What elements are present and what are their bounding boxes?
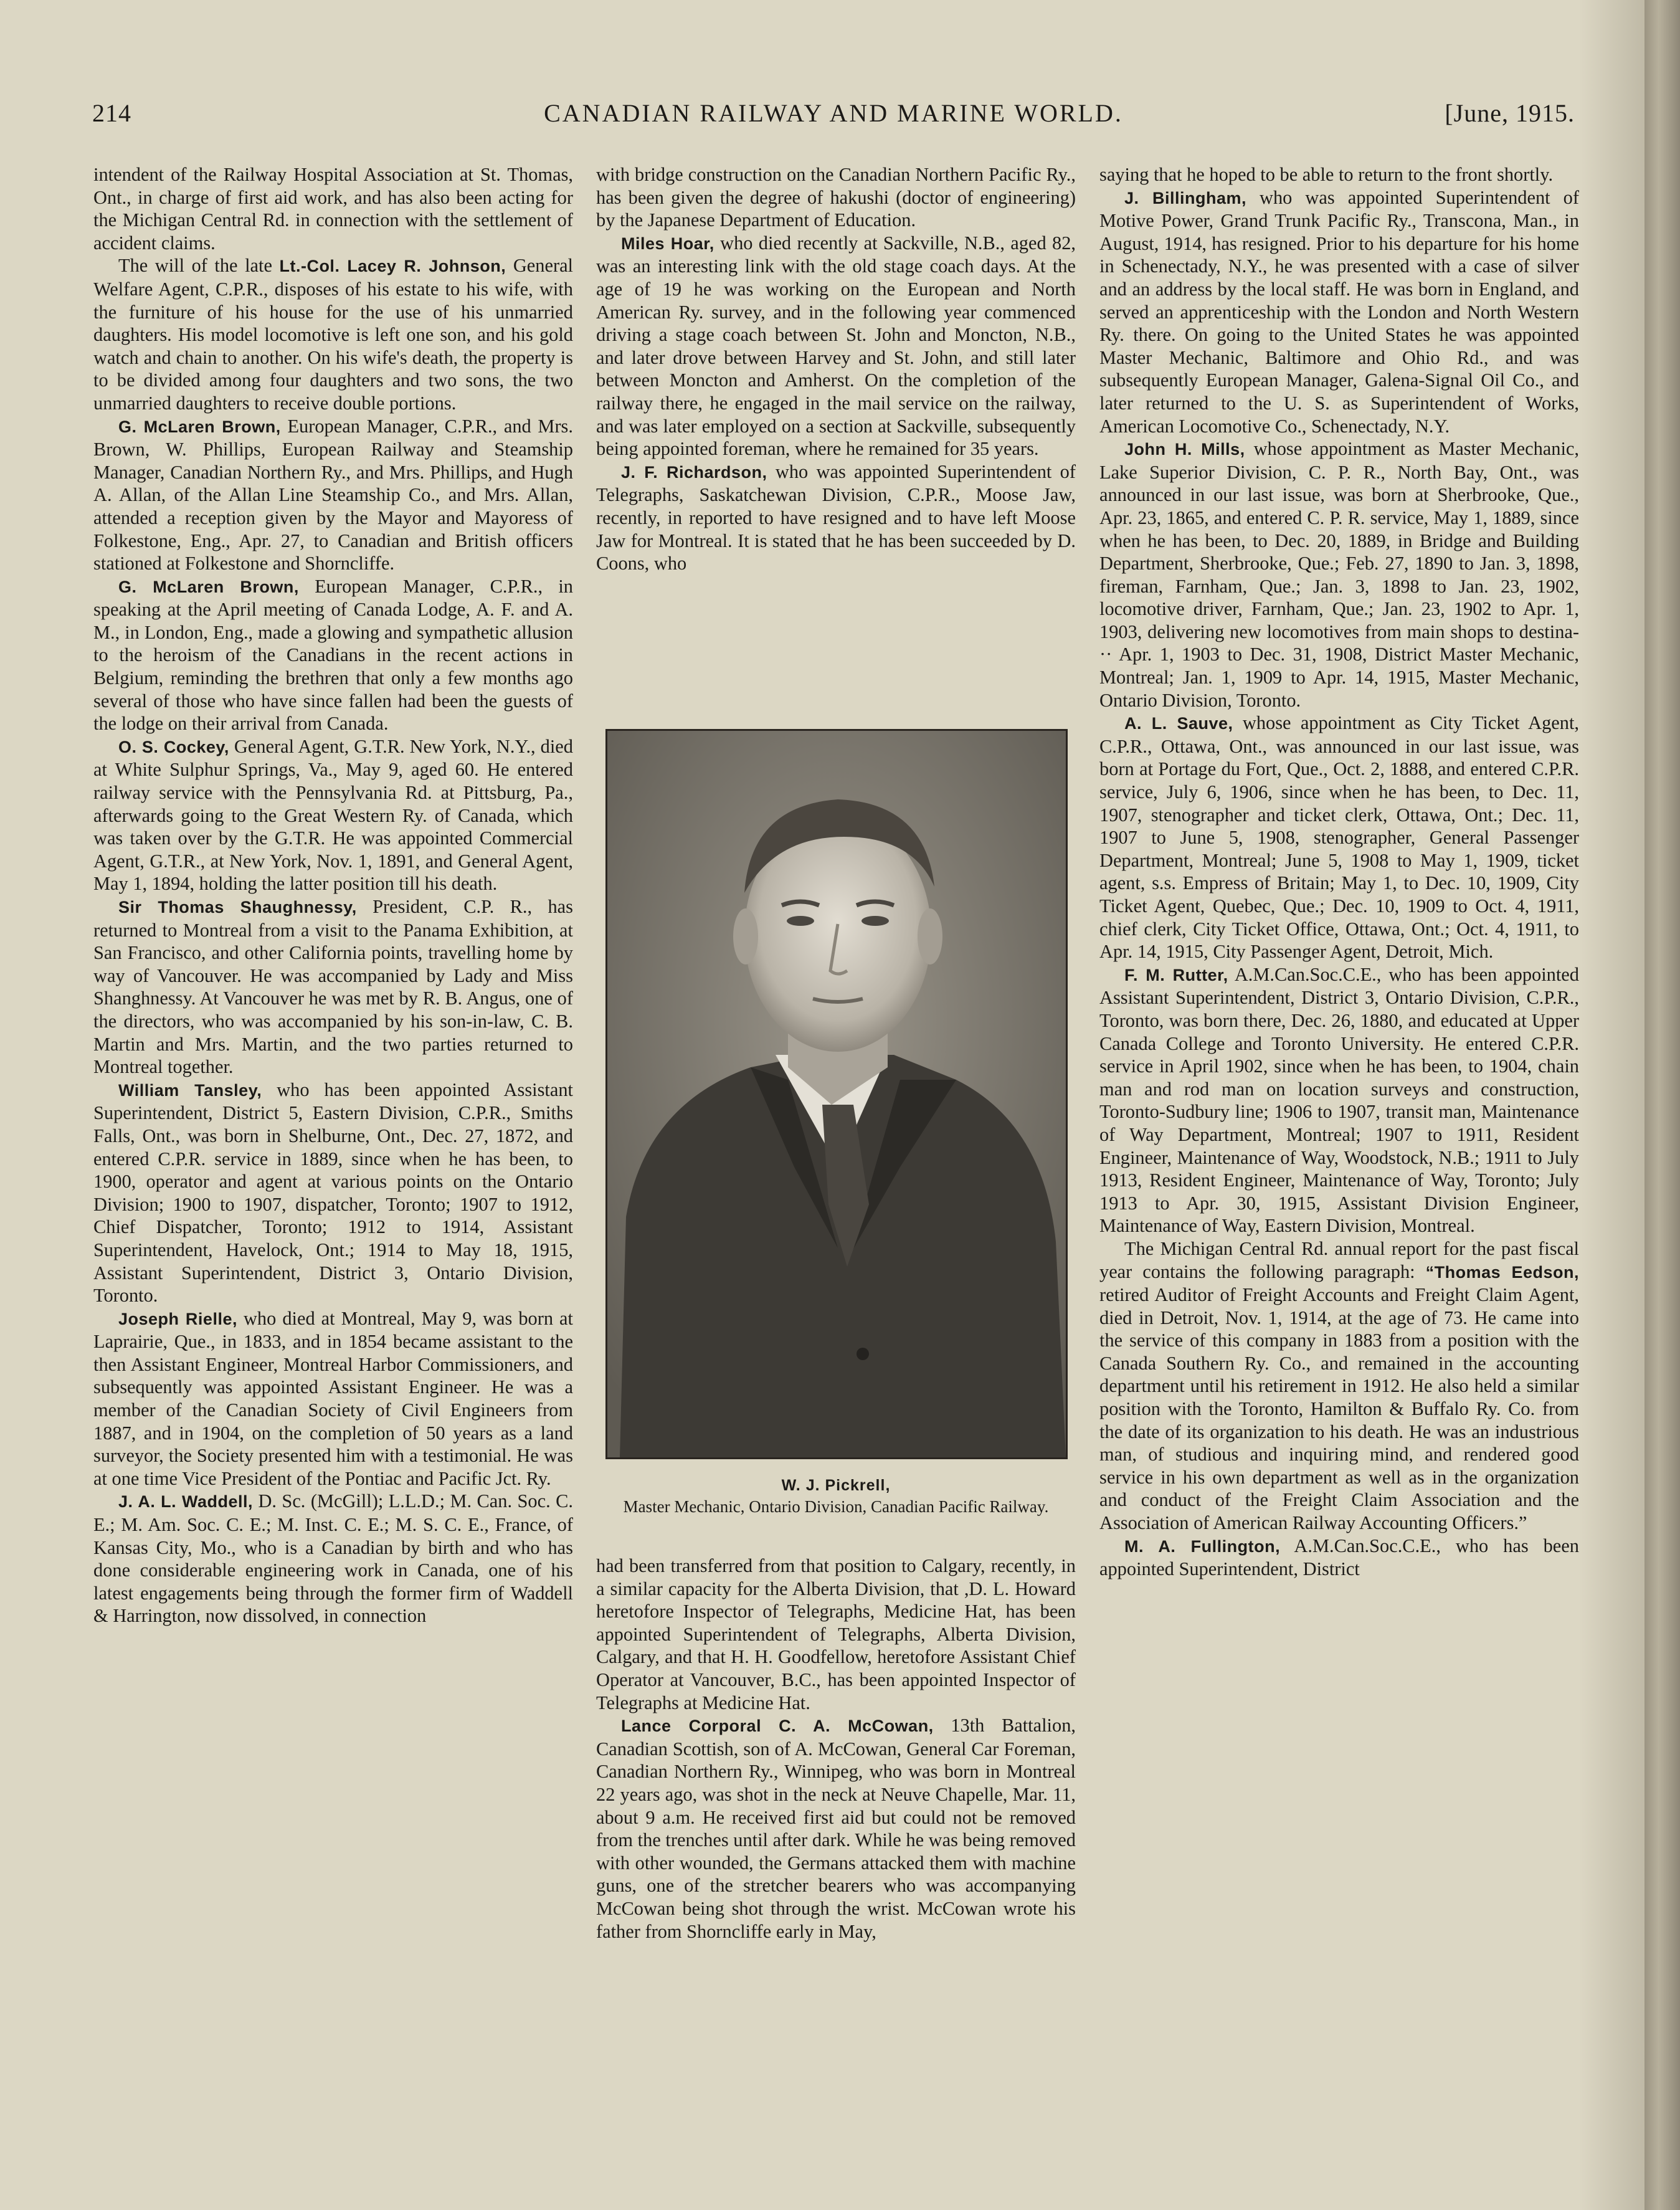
paragraph-text: General Welfare Agent, C.P.R., disposes of his estate to his wife, with the furniture of his house for the use of his unmarried daughters. His model locomotive is left one son, and his gold watch and chain to another. On his wife's death, the property is to be divided among four daughters and two sons, the two unmarried daughters to receive double portions. [93,255,573,414]
portrait-photo [605,729,1068,1459]
person-name: J. Billingham, [1124,188,1246,207]
paragraph-text: A.M.Can.Soc.C.E., who has been appointed Superintendent, District [1099,1535,1579,1580]
paragraph-text: saying that he hoped to be able to return to the front shortly. [1099,164,1554,185]
column-2-bottom [596,1555,1076,1943]
paragraph-lead: The will of the late [118,255,280,277]
photo-caption [599,1475,1073,1517]
page-binding-edge [1644,0,1680,2210]
paragraph-text: retired Auditor of Freight Accounts and Freight Claim Agent, died in Detroit, Nov. 1, 1914, at the age of 73. He came into the service of this company in 1883 from a position with the Canada Southern Ry. Co., and remained in the accounting department until his retirement in 1912. He also held a similar position with the Toronto, Hamilton & Buffalo Ry. Co. from the date of its organization to his death. He was an industrious man, of studious and inquiring mind, and rendered good service in his own department as well as in the organization and conduct of the Freight Claim Association and the Association of American Railway Accounting Officers.” [1099,1284,1579,1534]
person-name: F. M. Rutter, [1124,965,1228,984]
paragraph-text: intendent of the Railway Hospital Association at St. Thomas, Ont., in charge of first aid work, and has also been acting for the Michigan Central Rd. in connection with the settlement of accident claims. [93,164,573,254]
article-paragraph [1099,963,1579,1237]
article-paragraph [1099,712,1579,963]
article-paragraph [93,895,573,1079]
person-name: John H. Mills, [1124,440,1245,459]
paragraph-text: who was appointed Superintendent of Motive Power, Grand Trunk Pacific Ry., Transcona, Man., in August, 1914, has resigned. Prior to his departure for his home in Schenectady, N.Y., he was presented with a case of silver and an address by the local staff. He was born in England, and served an apprenticeship with the London and North Western Ry. there. On going to the United States he was appointed Master Mechanic, Baltimore and Ohio Rd., and was subsequently European Manager, Galena-Signal Oil Co., and later returned to the U. S. as Superintendent of Works, American Locomotive Co., Schenectady, N.Y. [1099,186,1579,437]
paragraph-text: who was appointed Superintendent of Telegraphs, Saskatchewan Division, C.P.R., Moose Jaw, recently, in reported to have resigned and to have left Moose Jaw for Montreal. It is stated that he has been succeeded by D. Coons, who [596,460,1076,574]
person-name: A. L. Sauve, [1124,714,1233,733]
article-paragraph [93,1307,573,1490]
paragraph-text: President, C.P. R., has returned to Montreal from a visit to the Panama Exhibition, at San Francisco, and other California points, travelling home by way of Vancouver. He was accompanied by Lady and Miss Shanghnessy. At Vancouver he was met by R. B. Angus, one of the directors, who was accompanied by his son-in-law, C. B. Martin and Mrs. Martin, and the two parties returned to Montreal together. [93,896,573,1078]
paragraph-text: European Manager, C.P.R., in speaking at the April meeting of Canada Lodge, A. F. and A. M., in London, Eng., made a glowing and sympathetic allusion to the heroism of the Canadians in the recent actions in Belgium, reminding the brethren that only a few months ago several of those who have since fallen had been the guests of the lodge on their arrival from Canada. [93,575,573,735]
article-paragraph [93,735,573,895]
article-paragraph [93,1490,573,1627]
person-name: J. A. L. Waddell, [118,1492,254,1512]
article-paragraph [1099,1237,1579,1535]
person-name: M. A. Fullington, [1124,1536,1281,1556]
paragraph-text: European Manager, C.P.R., and Mrs. Brown, W. Phillips, European Railway and Steamship Manager, Canadian Northern Ry., and Mrs. Phillips, and Hugh A. Allan, of the Allan Line Steamship Co., and Mrs. Allan, attended a reception given by the Mayor and Mayoress of Folkestone, Eng., Apr. 27, to Canadian and British officers stationed at Folkestone and Shorncliffe. [93,415,573,574]
article-paragraph [93,415,573,575]
person-name: G. McLaren Brown, [118,577,299,596]
article-paragraph [93,575,573,735]
paragraph-text: D. Sc. (McGill); L.L.D.; M. Can. Soc. C. E.; M. Am. Soc. C. E.; M. Inst. C. E.; M. S. C. E., France, of Kansas City, Mo., who is a Canadian by birth and who has done considerable engineering work in Canada, one of his latest engagements being through the former firm of Waddell & Harrington, now dissolved, in connection [93,1490,573,1627]
portrait-illustration [607,731,1066,1457]
article-paragraph [1099,186,1579,438]
column-1 [93,163,573,1627]
person-name: Miles Hoar, [621,234,714,253]
publication-title: CANADIAN RAILWAY AND MARINE WORLD. [544,99,1123,127]
person-name: Joseph Rielle, [118,1309,237,1328]
article-paragraph [93,254,573,414]
page-number: 214 [92,99,131,127]
person-name: J. F. Richardson, [621,462,767,482]
person-name: Lance Corporal C. A. McCowan, [621,1717,934,1736]
person-name: Lt.-Col. Lacey R. Johnson, [279,257,506,276]
article-paragraph [596,1714,1076,1943]
column-2-top [596,163,1076,575]
paragraph-text: whose appointment as Master Mechanic, Lake Superior Division, C. P. R., North Bay, Ont., was announced in our last issue, was born at Sherbrooke, Que., Apr. 23, 1865, and entered C. P. R. service, May 1, 1889, since when he has been, to Dec. 20, 1889, in Bridge and Building Department, Sherbrooke, Que.; Feb. 27, 1890 to Jan. 3, 1898, fireman, Farnham, Que.; Jan. 3, 1898 to Jan. 23, 1902, locomotive driver, Farnham, Que.; Jan. 23, 1902 to Apr. 1, 1903, delivering new locomotives from main shops to destina- ·· Apr. 1, 1903 to Dec. 31, 1908, District Master Mechanic, Montreal; Jan. 1, 1909 to Apr. 14, 1915, Master Mechanic, Ontario Division, Toronto. [1099,438,1579,711]
paragraph-text: A.M.Can.Soc.C.E., who has been appointed Assistant Superintendent, District 3, Ontario Division, C.P.R., Toronto, was born there, Dec. 26, 1880, and educated at Upper Canada College and Toronto University. He entered C.P.R. service in April 1902, since when he has been, to 1904, chain man and rod man on location surveys and construction, Toronto-Sudbury line; 1906 to 1907, transit man, Maintenance of Way Department, Montreal; 1907 to 1911, Resident Engineer, Maintenance of Way, Woodstock, N.B.; 1911 to July 1913, Resident Engineer, Maintenance of Way, Toronto; July 1913 to Apr. 30, 1915, Assistant Division Engineer, Maintenance of Way, Eastern Division, Montreal. [1099,963,1579,1237]
paragraph-text: who died at Montreal, May 9, was born at Laprairie, Que., in 1833, and in 1854 became assistant to the then Assistant Engineer, Montreal Harbor Commissioners, and subsequently was appointed Assistant Engineer. He was a member of the Canadian Society of Civil Engineers from 1887, and in 1904, on the completion of 50 years as a land surveyor, the Society presented him with a testimonial. He was at one time Vice President of the Pontiac and Pacific Jct. Ry. [93,1307,573,1489]
issue-date: [June, 1915. [1445,99,1575,127]
article-paragraph [596,232,1076,460]
paragraph-text: had been transferred from that position to Calgary, recently, in a similar capacity for the Alberta Division, that ,D. L. Howard heretofore Inspector of Telegraphs, Medicine Hat, has been appointed Superintendent of Telegraphs, Alberta Division, Calgary, and that H. H. Goodfellow, heretofore Assistant Chief Operator at Vancouver, B.C., has been appointed Inspector of Telegraphs at Medicine Hat. [596,1555,1076,1713]
caption-text: Master Mechanic, Ontario Division, Canadian Pacific Railway. [623,1497,1049,1516]
article-paragraph [596,460,1076,575]
article-paragraph [596,1555,1076,1714]
paragraph-text: 13th Battalion, Canadian Scottish, son of A. McCowan, General Car Foreman, Canadian Northern Ry., Winnipeg, who was born in Montreal 22 years ago, was shot in the neck at Neuve Chapelle, Mar. 11, about 9 a.m. He received first aid but could not be removed from the trenches until after dark. While he was being removed with other wounded, the Germans attacked them with machine guns, one of the stretcher bearers who was accompanying McCowan being shot through the wrist. McCowan wrote his father from Shorncliffe early in May, [596,1715,1076,1942]
paragraph-text: with bridge construction on the Canadian Northern Pacific Ry., has been given the degree of hakushi (doctor of engineering) by the Japanese Department of Education. [596,164,1076,231]
person-name: “Thomas Eedson, [1425,1262,1579,1282]
page-header [92,98,1575,136]
paragraph-text: whose appointment as City Ticket Agent, C.P.R., Ottawa, Ont., was announced in our last issue, was born at Portage du Fort, Que., Oct. 2, 1888, and entered C.P.R. service, July 6, 1906, since when he has been, to Dec. 11, 1907, stenographer and ticket clerk, Ottawa, Ont.; Dec. 11, 1907 to June 5, 1908, stenographer, General Passenger Department, Montreal; June 5, 1908 to May 1, 1909, ticket agent, s.s. Empress of Britain; May 1, to Dec. 10, 1909, City Ticket Agent, Quebec, Que.; Dec. 10, 1909 to Oct. 4, 1911, chief clerk, City Ticket Office, Ottawa, Ont.; Oct. 4, 1911, to Apr. 14, 1915, City Passenger Agent, Detroit, Mich. [1099,712,1579,963]
person-name: G. McLaren Brown, [118,417,281,436]
paragraph-text: who died recently at Sackville, N.B., aged 82, was an interesting link with the old stage coach days. At the age of 19 he was working on the European and North American Ry. survey, and in the following year commenced driving a stage coach between St. John and Moncton, N.B., and later drove between Harvey and St. John, and still later between Moncton and Amherst. On the completion of the railway there, he engaged in the mail service on the railway, and was later employed on a section at Sackville, subsequently being appointed foreman, where he remained for 35 years. [596,232,1076,460]
article-paragraph [1099,163,1579,186]
article-paragraph [1099,437,1579,712]
paragraph-lead: The Michigan Central Rd. annual report for the past fiscal year contains the following paragraph: [1099,1237,1579,1282]
article-paragraph [93,1079,573,1307]
column-3 [1099,163,1579,1581]
article-paragraph [596,163,1076,232]
person-name: Sir Thomas Shaughnessy, [118,898,357,917]
paragraph-text: who has been appointed Assistant Superintendent, District 5, Eastern Division, C.P.R., Smiths Falls, Ont., was born in Shelburne, Ont., Dec. 27, 1872, and entered C.P.R. service in 1889, since when he has been, to 1900, operator and agent at various points on the Ontario Division; 1900 to 1907, dispatcher, Toronto; 1907 to 1912, Chief Dispatcher, Toronto; 1912 to 1914, Assistant Superintendent, Havelock, Ont.; 1914 to May 18, 1915, Assistant Superintendent, District 3, Ontario Division, Toronto. [93,1079,573,1307]
article-paragraph [93,163,573,254]
paragraph-text: General Agent, G.T.R. New York, N.Y., died at White Sulphur Springs, Va., May 9, aged 60. He entered railway service with the Pennsylvania Rd. at Pittsburg, Pa., afterwards going to the Great Western Ry. of Canada, which was taken over by the G.T.R. He was appointed Commercial Agent, G.T.R., at New York, Nov. 1, 1891, and General Agent, May 1, 1894, holding the latter position till his death. [93,735,573,895]
person-name: William Tansley, [118,1080,262,1100]
person-name: O. S. Cockey, [118,737,229,756]
article-paragraph [1099,1535,1579,1581]
caption-name: W. J. Pickrell, [781,1477,891,1494]
